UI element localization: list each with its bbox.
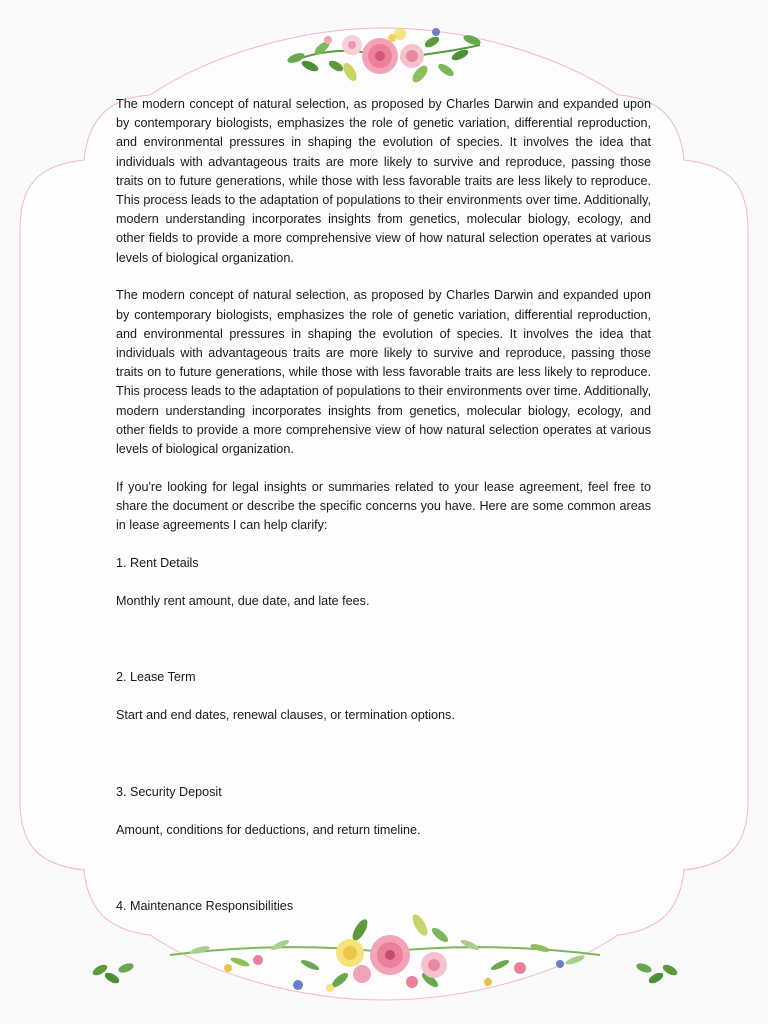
- paragraph: The modern concept of natural selection, as proposed by Charles Darwin and expanded upon by contemporary biologists, emphasizes the role of genetic variation, differential reproduction, and environmental pressures in shaping the evolution of species. It involves the idea that individuals with advantageous traits are more likely to survive and reproduce, passing those traits on to future generations, while those with less favorable traits are less likely to reproduce. This process leads to the adaptation of populations to their environments over time. Additionally, modern understanding incorporates insights from genetics, molecular biology, ecology, and other fields to provide a more comprehensive view of how natural selection operates at various levels of biological organization.: [116, 97, 651, 265]
- section-heading-rent-details: 1. Rent Details: [116, 555, 199, 570]
- section-heading-lease-term: 2. Lease Term: [116, 670, 196, 685]
- section-heading-maintenance: 4. Maintenance Responsibilities: [116, 898, 294, 913]
- section-heading-security-deposit: 3. Security Deposit: [116, 784, 222, 799]
- paragraph: If you're looking for legal insights or summaries related to your lease agreement, feel free to share the document or describe the specific concerns you have. Here are some common areas in lease agreements I can help clarify:: [116, 479, 651, 533]
- section-description: Monthly rent amount, due date, and late fees.: [116, 593, 370, 608]
- paragraph: The modern concept of natural selection, as proposed by Charles Darwin and expanded upon by contemporary biologists, emphasizes the role of genetic variation, differential reproduction, and environmental pressures in shaping the evolution of species. It involves the idea that individuals with advantageous traits are more likely to survive and reproduce, passing those traits on to future generations, while those with less favorable traits are less likely to reproduce. This process leads to the adaptation of populations to their environments over time. Additionally, modern understanding incorporates insights from genetics, molecular biology, ecology, and other fields to provide a more comprehensive view of how natural selection operates at various levels of biological organization.: [116, 288, 651, 456]
- section-description: Amount, conditions for deductions, and return timeline.: [116, 822, 421, 837]
- section-description: Start and end dates, renewal clauses, or termination options.: [116, 708, 455, 723]
- document-body: [116, 95, 651, 935]
